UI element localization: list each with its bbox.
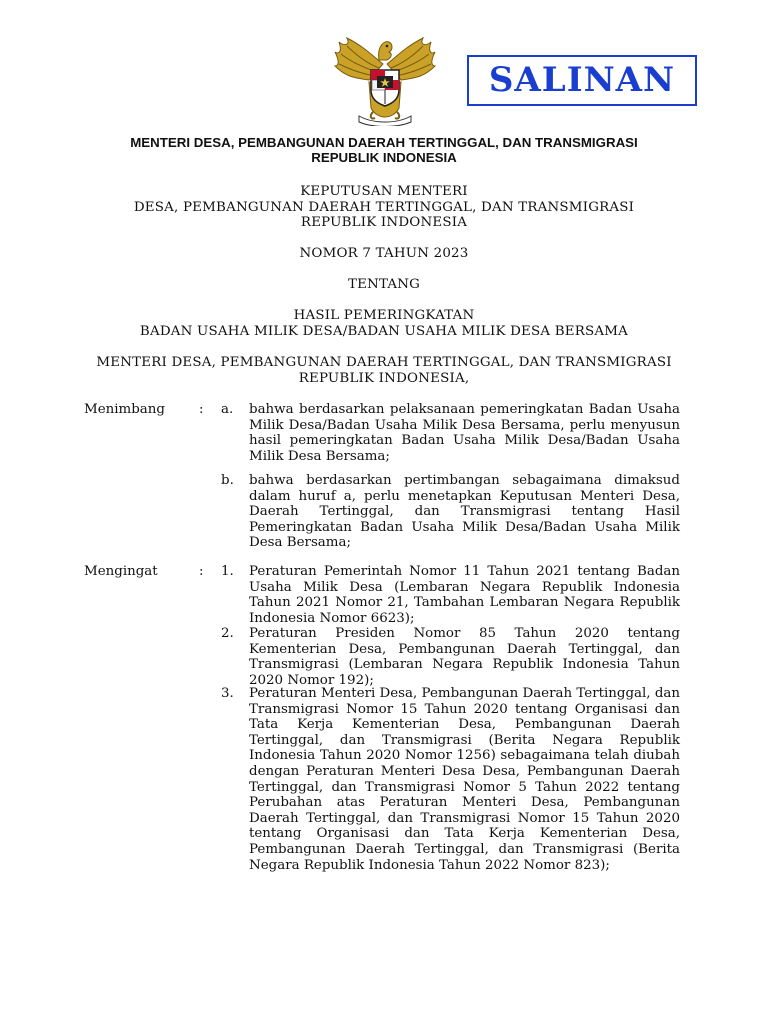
decree-title-line: REPUBLIK INDONESIA [300,215,468,231]
decree-title-line: DESA, PEMBANGUNAN DAERAH TERTINGGAL, DAN TRANSMIGRASI [133,199,635,215]
menimbang-item-text: bahwa berdasarkan pertimbangan sebagaimana dimaksud dalam huruf a, perlu menetapkan Keputusan Menteri Desa, Daerah Tertinggal, dan Transmigrasi tentang Hasil Pemeringkatan Badan Usaha Milik Desa/Badan Usaha Milik Desa Bersama; [249,473,680,551]
mengingat-item-marker: 3. [221,686,234,701]
mengingat-label: Mengingat [84,564,158,579]
ministry-heading-line: REPUBLIK INDONESIA [311,150,457,165]
menimbang-item-marker: a. [221,402,234,417]
mengingat-colon: : [199,564,204,579]
decree-issuer-line: REPUBLIK INDONESIA, [298,370,470,386]
decree-title [60,184,708,231]
decree-subject-line: BADAN USAHA MILIK DESA/BADAN USAHA MILIK DESA BERSAMA [139,323,629,339]
mengingat-item-marker: 2. [221,626,234,641]
ministry-heading-line: MENTERI DESA, PEMBANGUNAN DAERAH TERTINGGAL, DAN TRANSMIGRASI [130,135,638,150]
ministry-heading [60,135,708,165]
decree-number: NOMOR 7 TAHUN 2023 [299,246,469,261]
menimbang-label: Menimbang [84,402,165,417]
decree-title-line: KEPUTUSAN MENTERI [300,184,468,199]
salinan-stamp: SALINAN [467,55,697,106]
mengingat-item-text: Peraturan Menteri Desa, Pembangunan Daerah Tertinggal, dan Transmigrasi Nomor 15 Tahun 2020 tentang Organisasi dan Tata Kerja Kementerian Desa, Pembangunan Daerah Tertinggal, dan Transmigrasi (Berita Negara Republik Indonesia Tahun 2020 Nomor 1256) sebagaimana telah diubah dengan Peraturan Menteri Desa Desa, Pembangunan Daerah Tertinggal, dan Transmigrasi Nomor 5 Tahun 2022 tentang Perubahan atas Peraturan Menteri Desa, Pembangunan Daerah Tertinggal, dan Transmigrasi Nomor 15 Tahun 2020 tentang Organisasi dan Tata Kerja Kementerian Desa, Pembangunan Daerah Tertinggal, dan Transmigrasi (Berita Negara Republik Indonesia Tahun 2022 Nomor 823); [249,686,680,873]
mengingat-item-marker: 1. [221,564,234,579]
decree-issuer [60,355,708,386]
mengingat-item-text: Peraturan Pemerintah Nomor 11 Tahun 2021 tentang Badan Usaha Milik Desa (Lembaran Negara Republik Indonesia Tahun 2021 Nomor 21, Tambahan Lembaran Negara Republik Indonesia Nomor 6623); [249,564,680,626]
garuda-emblem-icon [333,34,437,126]
menimbang-item-marker: b. [221,473,234,488]
menimbang-colon: : [199,402,204,417]
decree-subject [60,308,708,339]
mengingat-item-text: Peraturan Presiden Nomor 85 Tahun 2020 tentang Kementerian Desa, Pembangunan Daerah Tertinggal, dan Transmigrasi (Lembaran Negara Republik Indonesia Tahun 2020 Nomor 192); [249,626,680,688]
decree-about-label: TENTANG [347,277,421,292]
decree-subject-line: HASIL PEMERINGKATAN [293,308,475,323]
decree-issuer-line: MENTERI DESA, PEMBANGUNAN DAERAH TERTINGGAL, DAN TRANSMIGRASI [96,355,672,370]
menimbang-item-text: bahwa berdasarkan pelaksanaan pemeringkatan Badan Usaha Milik Desa/Badan Usaha Milik Desa Bersama, perlu menyusun hasil pemeringkatan Badan Usaha Milik Desa/Badan Usaha Milik Desa Bersama; [249,402,680,464]
